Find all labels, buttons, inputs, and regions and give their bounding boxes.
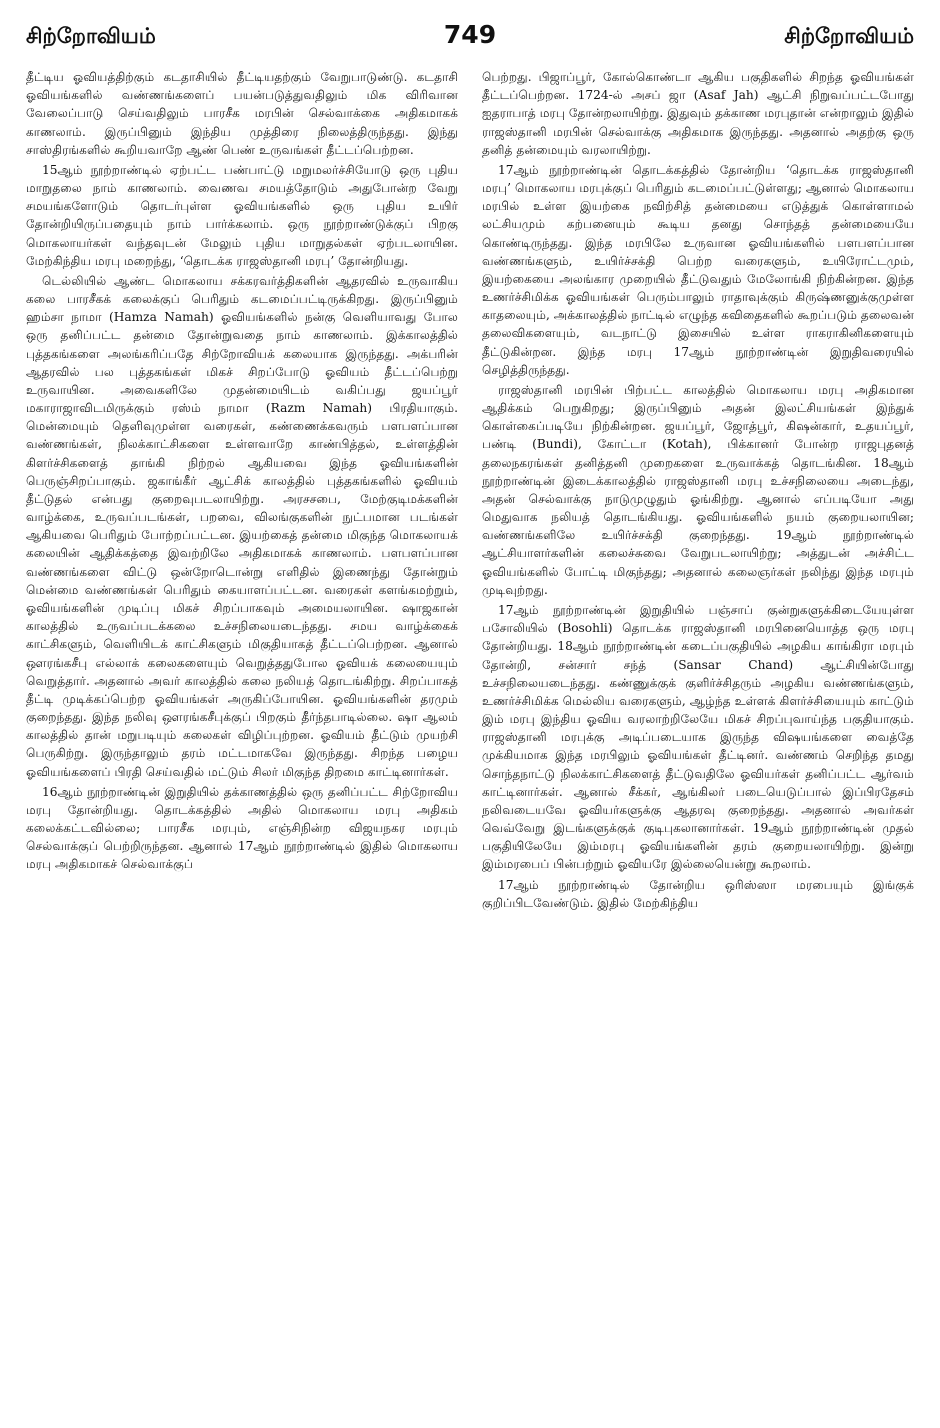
running-head-right: சிற்றோவியம் [784, 24, 914, 48]
paragraph: 17ஆம் நூற்றாண்டின் இறுதியில் பஞ்சாப் குன்றுகளுக்கிடையேயுள்ள பசோலியில் (Bosohli) தொடக்க ராஜஸ்தானி மரபினையொத்த ஒரு மரபு தோன்றியது. 18ஆம் நூற்றாண்டின் கடைப்பகுதியில் அழகிய காங்கிரா மரபும் தோன்றி, சன்சார் சந்த் (Sansar Chand) ஆட்சியின்போது உச்சநிலையடைந்தது. கண்ணுக்குக் குளிர்ச்சிதரும் அழகிய வண்ணங்களும், உணர்ச்சிமிக்க மெல்லிய வரைகளும், ஆழ்ந்த உள்ளக் கிளர்ச்சியையும் காட்டும் இம் மரபு இந்திய ஓவிய வரலாற்றிலேயே மிகச் சிறப்புவாய்ந்த பகுதியாகும். ராஜஸ்தானி மரபுக்கு அடிப்படையாக இருந்த விஷயங்களை வைத்தே முக்கியமாக இந்த மரபிலும் ஓவியங்கள் தீட்டினர். வண்ணம் செறிந்த தமது சொந்தநாட்டு நிலக்காட்சிகளைத் தீட்டுவதிலே ஓவியர்கள் தனிப்பட்ட ஆர்வம் காட்டினார்கள். ஆனால் சீக்கர், ஆங்கிலர் படையெடுப்பால் இப்பிரதேசம் நலிவடையவே ஓவியர்களுக்கு ஆதரவு குறைந்தது. அதனால் அவர்கள் வெவ்வேறு இடங்களுக்குக் குடிபுகலானார்கள். 19ஆம் நூற்றாண்டின் முதல் பகுதியிலேயே இம்மரபு ஓவியங்களின் தரம் குறையலாயிற்று. இன்று இம்மரபைப் பின்பற்றும் ஓவியரே இல்லையென்று கூறலாம். [482, 602, 914, 872]
paragraph: தீட்டிய ஓவியத்திற்கும் கடதாசியில் தீட்டியதற்கும் வேறுபாடுண்டு. கடதாசி ஓவியங்களில் வண்ணங்களைப் பயன்படுத்துவதிலும் மிக விரிவான வேலைப்பாடு செய்வதிலும் பாரசீக மரபின் செல்வாக்கை அதிகமாகக் காணலாம். இருப்பினும் இந்திய முத்திரை நிலைத்திருந்தது. இந்து சாஸ்திரங்களில் கூறியவாறே ஆண் பெண் உருவங்கள் தீட்டப்பெற்றன. [26, 70, 458, 157]
page-header [26, 20, 914, 60]
right-column [482, 68, 914, 1428]
paragraph: 17ஆம் நூற்றாண்டின் தொடக்கத்தில் தோன்றிய ‘தொடக்க ராஜஸ்தானி மரபு’ மொகலாய மரபுக்குப் பெரிதும் கடமைப்பட்டுள்ளது; ஆனால் மொகலாய மரபில் உள்ள இயற்கை நவிற்சித் தன்மையை எடுத்துக் கொள்ளாமல் லட்சியமும் கற்பனையும் கூடிய தனது சொந்தத் தன்மையையே கொண்டிருந்தது. இந்த மரபிலே உருவான ஓவியங்களில் பளபளப்பான வண்ணங்களும், உயிர்ச்சக்தி பெற்ற வரைகளும், உயிரோட்டமும், இயற்கையை அலங்கார முறையில் தீட்டுவதும் மேலோங்கி நிற்கின்றன. இந்த உணர்ச்சிமிக்க ஓவியங்கள் பெரும்பாலும் ராதாவுக்கும் கிருஷ்ணனுக்குமுள்ள காதலையும், அக்காலத்தில் நாட்டில் எழுந்த கவிதைகளில் கூறப்படும் தலைவன் தலைவிகளையும், வடநாட்டு இசையில் உள்ள ராகராகினிகளையும் தீட்டுகின்றன. இந்த மரபு 17ஆம் நூற்றாண்டின் இறுதிவரையில் செழித்திருந்தது. [482, 162, 914, 377]
paragraph: ராஜஸ்தானி மரபின் பிற்பட்ட காலத்தில் மொகலாய மரபு அதிகமான ஆதிக்கம் பெறுகிறது; இருப்பினும் அதன் இலட்சியங்கள் இந்துக் கொள்கைப்படியே நிற்கின்றன. ஜயப்பூர், ஜோத்பூர், கிஷன்கார், உதயப்பூர், பண்டி (Bundi), கோட்டா (Kotah), பிக்கானர் போன்ற ராஜபுதனத் தலைநகரங்கள் தனித்தனி முறைகளை உருவாக்கத் தொடங்கின. 18ஆம் நூற்றாண்டின் இடைக்காலத்தில் ராஜஸ்தானி மரபு உச்சநிலையை அடைந்து, அதன் செல்வாக்கு நாடுமுழுதும் ஓங்கிற்று. ஆனால் எப்படியோ அது மெதுவாக நலியத் தொடங்கியது. ஓவியங்களில் நயம் குறையலாயின; வண்ணங்களிலே உயிர்ச்சக்தி குறைந்தது. 19ஆம் நூற்றாண்டில் ஆட்சியாளர்களின் கலைச்சுவை வேறுபடலாயிற்று; அத்துடன் அச்சிட்ட ஓவியங்களில் போட்டி மிகுந்தது; அதனால் கலைஞர்கள் நலிந்து இந்த மரபும் முடிவுற்றது. [482, 382, 914, 597]
left-column [26, 68, 458, 1428]
paragraph: 15ஆம் நூற்றாண்டில் ஏற்பட்ட பண்பாட்டு மறுமலர்ச்சியோடு ஒரு புதிய மாறுதலை நாம் காணலாம். வைணவ சமயத்தோடும் அதுபோன்ற வேறு சமயங்களோடும் தொடர்புள்ள ஓவியங்களில் ஒரு புதிய உயிர் தோன்றியிருப்பதையும் நாம் பார்க்கலாம். ஒரு நூற்றாண்டுக்குப் பிறகு மொகலாயர்கள் வந்தவுடன் மேலும் புதிய மாறுதல்கள் ஏற்படலாயின. மேற்கிந்திய மரபு மறைந்து, ‘தொடக்க ராஜஸ்தானி மரபு’ தோன்றியது. [26, 162, 458, 268]
running-head-left: சிற்றோவியம் [26, 24, 156, 48]
page-number: 749 [443, 20, 497, 49]
paragraph: பெற்றது. பிஜாப்பூர், கோல்கொண்டா ஆகிய பகுதிகளில் சிறந்த ஓவியங்கள் தீட்டப்பெற்றன. 1724-ல் அசப் ஜா (Asaf Jah) ஆட்சி நிறுவப்பட்டபோது ஐதராபாத் மரபு தோன்றலாயிற்று. இதுவும் தக்காண மரபுதான் என்றாலும் இதில் ராஜஸ்தானி மரபின் செல்வாக்கு அதிகமாக இருந்தது. அதனால் அதற்கு ஒரு தனித் தன்மையும் வரலாயிற்று. [482, 70, 914, 157]
text-columns [26, 68, 914, 1428]
paragraph: 17ஆம் நூற்றாண்டில் தோன்றிய ஒரிஸ்ஸா மரபையும் இங்குக் குறிப்பிடவேண்டும். இதில் மேற்கிந்திய [482, 877, 914, 910]
paragraph: 16ஆம் நூற்றாண்டின் இறுதியில் தக்காணத்தில் ஒரு தனிப்பட்ட சிற்றோவிய மரபு தோன்றியது. தொடக்கத்தில் அதில் மொகலாய மரபு அதிகம் கலைக்கட்டவில்லை; பாரசீக மரபும், எஞ்சிநின்ற விஜயநகர மரபும் செல்வாக்குப் பெற்றிருந்தன. ஆனால் 17ஆம் நூற்றாண்டில் இதில் மொகலாய மரபு அதிகமாகச் செல்வாக்குப் [26, 784, 458, 872]
paragraph: டெல்லியில் ஆண்ட மொகலாய சக்கரவர்த்திகளின் ஆதரவில் உருவாகிய கலை பாரசீகக் கலைக்குப் பெரிதும் கடமைப்பட்டிருக்கிறது. இருப்பினும் ஹம்சா நாமா (Hamza Namah) ஓவியங்களில் நன்கு வெளியாவது போல ஒரு தனிப்பட்ட தன்மை தோன்றுவதை நாம் காணலாம். இக்காலத்தில் புத்தகங்களை அலங்கரிப்பதே சிற்றோவியக் கலையாக இருந்தது. அக்பரின் ஆதரவில் பல புத்தகங்கள் மிகச் சிறப்போடு ஓவியம் தீட்டப்பெற்று உருவாயின. அவைகளிலே முதன்மையிடம் வகிப்பது ஜயப்பூர் மகாராஜாவிடமிருக்கும் ரஸ்ம் நாமா (Razm Namah) பிரதியாகும். மென்மையும் தெளிவுமுள்ள வரைகள், கண்ணைக்கவரும் பளபளப்பான வண்ணங்கள், நிலக்காட்சிகளை உள்ளவாறே காண்பித்தல், உள்ளத்தின் கிளர்ச்சிகளைத் தாங்கி நிற்றல் ஆகியவை இந்த ஓவியங்களின் பெருஞ்சிறப்பாகும். ஜகாங்கீர் ஆட்சிக் காலத்தில் புத்தகங்களில் ஓவியம் தீட்டுதல் என்பது குறைவுபடலாயிற்று. அரசசபை, மேற்குடிமக்களின் வாழ்க்கை, உருவப்படங்கள், பறவை, விலங்குகளின் நுட்பமான படங்கள் ஆகியவை பெரிதும் போற்றப்பட்டன. இயற்கைத் தன்மை மிகுந்த மொகலாயக் கலையின் ஆதிக்கத்தை இவற்றிலே அதிகமாகக் காணலாம். பளபளப்பான வண்ணங்களை விட்டு ஒன்றோடொன்று எளிதில் இணைந்து தோன்றும் மென்மை வண்ணங்கள் பெரிதும் கையாளப்பட்டன. வரைகள் களங்கமற்றும், ஓவியங்களின் முடிப்பு மிகச் சிறப்பாகவும் அமையலாயின. ஷாஜகான் காலத்தில் உருவப்படக்கலை உச்சநிலையடைந்தது. சமய வாழ்க்கைக் காட்சிகளும், வெளியிடக் காட்சிகளும் மிகுதியாகத் தீட்டப்பெற்றன. ஆனால் ஔரங்கசீபு எல்லாக் கலைகளையும் வெறுத்ததுபோல ஓவியக் கலையையும் வெறுத்தார். அதனால் அவர் காலத்தில் கலை நலியத் தொடங்கிற்று. சிறப்பாகத் தீட்டி முடிக்கப்பெற்ற ஓவியங்கள் அருகிப்போயின. ஓவியங்களின் தரமும் குறைந்தது. இந்த நலிவு ஔரங்கசீபுக்குப் பிறகும் தீர்ந்தபாடில்லை. ஷா ஆலம் காலத்தில் தான் மறுபடியும் கலைகள் விழிப்புற்றன. ஓவியம் தீட்டும் முயற்சி பெருகிற்று. இருந்தாலும் தரம் மட்டமாகவே இருந்தது. சிறந்த பழைய ஓவியங்களைப் பிரதி செய்வதில் மட்டும் சிலர் மிகுந்த திறமை காட்டினார்கள். [26, 273, 458, 779]
